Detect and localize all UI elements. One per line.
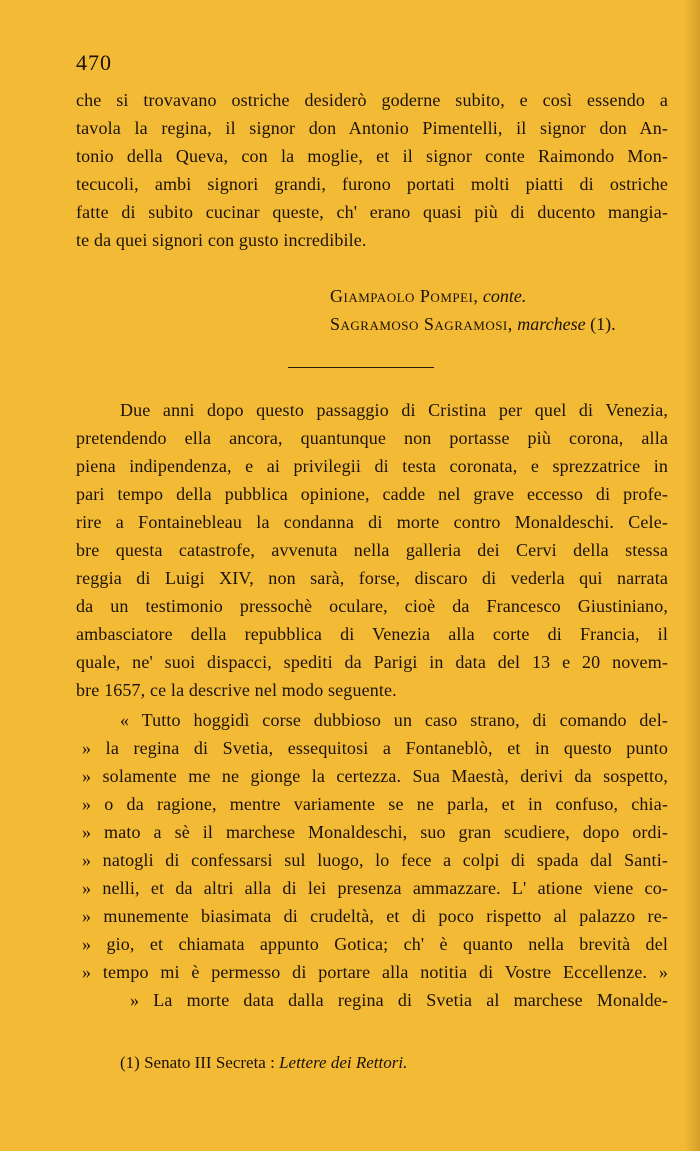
signatory-name: Sagramoso Sagramosi, <box>330 314 513 334</box>
footnote-source: Lettere dei Rettori. <box>279 1053 408 1072</box>
page-number: 470 <box>76 50 112 75</box>
text-line: piena indipendenza, e ai privilegii di testa coronata, e sprezzatrice in <box>76 456 668 476</box>
text-line: che si trovavano ostriche desiderò goderne subito, e così essendo a <box>76 90 668 110</box>
quote-line: » tempo mi è permesso di portare alla notitia di Vostre Eccellenze. » <box>82 962 668 982</box>
signatory-title: marchese <box>517 314 586 334</box>
quote-line: » solamente me ne gionge la certezza. Sua Maestà, derivi da sospetto, <box>82 766 668 786</box>
section-divider <box>288 367 434 368</box>
text-line: ambasciatore della repubblica di Venezia alla corte di Francia, il <box>76 624 668 644</box>
quote-line: » gio, et chiamata appunto Gotica; ch' è quanto nella brevità del <box>82 934 668 954</box>
quote-line: » nelli, et da altri alla di lei presenza ammazzare. L' atione viene co- <box>82 878 668 898</box>
quote-line: » natogli di confessarsi sul luogo, lo fece a colpi di spada dal Santi- <box>82 850 668 870</box>
signatory-title: conte. <box>482 286 527 306</box>
footnote-label: (1) Senato III Secreta : <box>120 1053 275 1072</box>
text-line: reggia di Luigi XIV, non sarà, forse, discaro di vederla qui narrata <box>76 568 668 588</box>
text-line: bre 1657, ce la descrive nel modo seguente. <box>76 680 397 700</box>
text-line: da un testimonio pressochè oculare, cioè da Francesco Giustiniano, <box>76 596 668 616</box>
text-line: rire a Fontainebleau la condanna di morte contro Monaldeschi. Cele- <box>76 512 668 532</box>
quote-line: « Tutto hoggidì corse dubbioso un caso strano, di comando del- <box>120 710 668 730</box>
quote-line: » la regina di Svetia, essequitosi a Fontaneblò, et in questo punto <box>82 738 668 758</box>
text-line: te da quei signori con gusto incredibile. <box>76 230 367 250</box>
quote-line: » La morte data dalla regina di Svetia al marchese Monalde- <box>130 990 668 1010</box>
text-line: tavola la regina, il signor don Antonio Pimentelli, il signor don An- <box>76 118 668 138</box>
footnote-marker: (1). <box>590 314 616 334</box>
text-line: tecucoli, ambi signori grandi, furono portati molti piatti di ostriche <box>76 174 668 194</box>
quote-line: » o da ragione, mentre variamente se ne parla, et in confuso, chia- <box>82 794 668 814</box>
signature-sagramosi <box>330 312 616 336</box>
text-line: quale, ne' suoi dispacci, spediti da Parigi in data del 13 e 20 novem- <box>76 652 668 672</box>
text-line: bre questa catastrofe, avvenuta nella galleria dei Cervi della stessa <box>76 540 668 560</box>
signature-pompei <box>330 284 526 308</box>
signatory-name: Giampaolo Pompei, <box>330 286 479 306</box>
text-line: fatte di subito cucinar queste, ch' erano quasi più di ducento mangia- <box>76 202 668 222</box>
text-line: pari tempo della pubblica opinione, cadde nel grave eccesso di profe- <box>76 484 668 504</box>
quote-line: » munemente biasimata di crudeltà, et di poco rispetto al palazzo re- <box>82 906 668 926</box>
page-gutter-shadow <box>684 0 700 1151</box>
footnote <box>120 1053 407 1073</box>
text-line: Due anni dopo questo passaggio di Cristina per quel di Venezia, <box>120 400 668 420</box>
text-line: tonio della Queva, con la moglie, et il signor conte Raimondo Mon- <box>76 146 668 166</box>
text-line: pretendendo ella ancora, quantunque non portasse più corona, alla <box>76 428 668 448</box>
quote-line: » mato a sè il marchese Monaldeschi, suo gran scudiere, dopo ordi- <box>82 822 668 842</box>
